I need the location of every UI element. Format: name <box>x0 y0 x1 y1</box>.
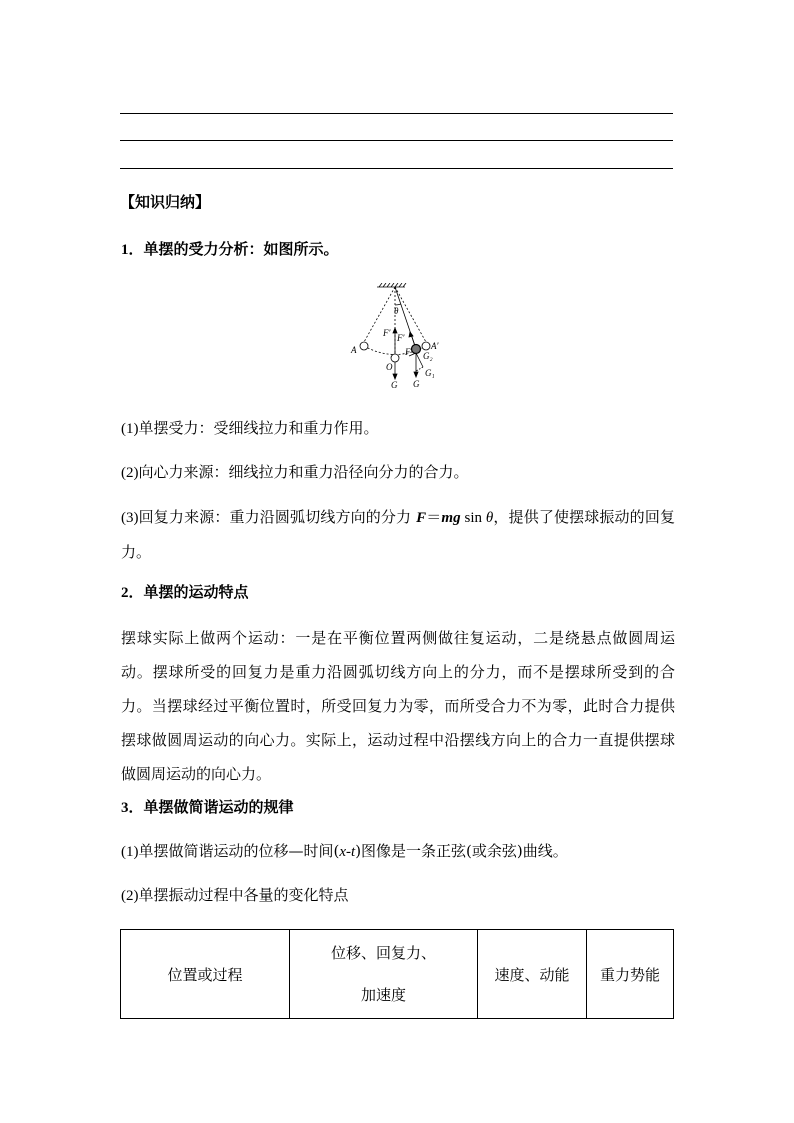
arrowhead <box>414 372 418 377</box>
var-x: x <box>339 844 347 860</box>
item-text: 回复力来源：重力沿圆弧切线方向的分力 <box>138 508 417 526</box>
item-number: (3) <box>121 510 139 526</box>
label-G1: G₁ <box>425 368 435 378</box>
s1-item-2 <box>121 462 469 483</box>
section-1-title: 单摆的受力分析：如图所示。 <box>143 240 339 258</box>
item-number: (1) <box>121 421 139 437</box>
label-F-prime: F′ <box>383 328 391 338</box>
label-F: F <box>405 347 411 357</box>
ceiling-hatch <box>399 283 402 287</box>
item-text: 向心力来源：细线拉力和重力沿径向分力的合力。 <box>138 463 469 481</box>
arrowhead <box>393 374 397 379</box>
formula-sin: sin <box>460 510 486 526</box>
item-number: (2) <box>121 465 139 481</box>
table-row <box>121 930 674 1019</box>
section-2-heading <box>121 582 249 603</box>
s1-item-1 <box>121 418 379 439</box>
section-3-title: 单摆做简谐运动的规律 <box>143 798 294 816</box>
header-cell-displacement <box>290 930 478 1019</box>
s1-item-3 <box>121 500 675 569</box>
s3-item-2 <box>121 885 349 906</box>
var-t: t <box>351 844 356 860</box>
section-3-heading <box>121 797 294 818</box>
section-1-heading <box>121 239 339 260</box>
label-G-left: G <box>391 380 398 390</box>
item-text: 单摆做简谐运动的位移—时间( <box>138 842 340 860</box>
pendulum-force-diagram <box>345 283 449 391</box>
label-O: O <box>386 362 393 372</box>
answer-line-3 <box>120 168 673 169</box>
vector-G1 <box>416 353 423 367</box>
section-2-number: 2． <box>121 585 144 601</box>
ceiling-hatch <box>379 283 382 287</box>
ball-A-prime <box>422 342 430 350</box>
knowledge-header: 【知识归纳】 <box>120 193 211 211</box>
ceiling-hatch <box>387 283 390 287</box>
item-text: 单摆振动过程中各量的变化特点 <box>138 886 349 904</box>
label-A-prime: A′ <box>431 341 439 351</box>
ceiling-hatch <box>403 283 406 287</box>
answer-line-1 <box>120 113 673 114</box>
label-A: A <box>351 345 357 355</box>
item-text: 单摆受力：受细线拉力和重力作用。 <box>138 419 379 437</box>
header-cell-potential-energy: 重力势能 <box>587 930 674 1019</box>
answer-line-2 <box>120 140 673 141</box>
header-cell-velocity: 速度、动能 <box>478 930 587 1019</box>
item-number: (2) <box>121 888 139 904</box>
formula-mg: mg <box>441 510 461 526</box>
projection-line <box>416 367 423 371</box>
section-3-number: 3． <box>121 800 144 816</box>
variation-table <box>120 929 674 1019</box>
arrowhead <box>409 332 413 337</box>
label-F-prime-2: F′ <box>397 333 405 343</box>
header-text-line-1: 位移、回复力、 <box>330 944 436 962</box>
item-text: )图像是一条正弦(或余弦)曲线。 <box>355 842 568 860</box>
s3-item-1 <box>121 841 568 862</box>
ceiling-hatch <box>383 283 386 287</box>
theta-arc <box>395 304 401 305</box>
ball-O <box>391 354 399 362</box>
ceiling-hatch <box>391 283 394 287</box>
section-2-title: 单摆的运动特点 <box>143 583 249 601</box>
formula-equals: ＝ <box>426 508 442 526</box>
formula-theta: θ <box>485 510 494 526</box>
label-G2: G₂ <box>423 351 433 361</box>
item-text: ，提供了使摆球振动的回复力。 <box>121 508 675 561</box>
section-1-number: 1． <box>121 242 144 258</box>
label-theta: θ <box>394 306 399 316</box>
section-2-body: 摆球实际上做两个运动：一是在平衡位置两侧做往复运动，二是绕悬点做圆周运动。摆球所受的回复力是重力沿圆弧切线方向上的分力，而不是摆球所受到的合力。当摆球经过平衡位置时，所受回复力为零，而所受合力不为零，此时合力提供摆球做圆周运动的向心力。实际上，运动过程中沿摆线方向上的合力一直提供摆球做圆周运动的向心力。 <box>121 629 675 783</box>
label-G-right: G <box>413 379 420 389</box>
ball-current <box>412 345 421 354</box>
ball-A <box>360 342 368 350</box>
ceiling-hatch <box>395 283 398 287</box>
header-cell-position: 位置或过程 <box>121 930 290 1019</box>
var-dash: - <box>346 844 352 860</box>
item-number: (1) <box>121 844 139 860</box>
header-text-line-2: 加速度 <box>360 986 406 1004</box>
formula-F: F <box>416 510 427 526</box>
